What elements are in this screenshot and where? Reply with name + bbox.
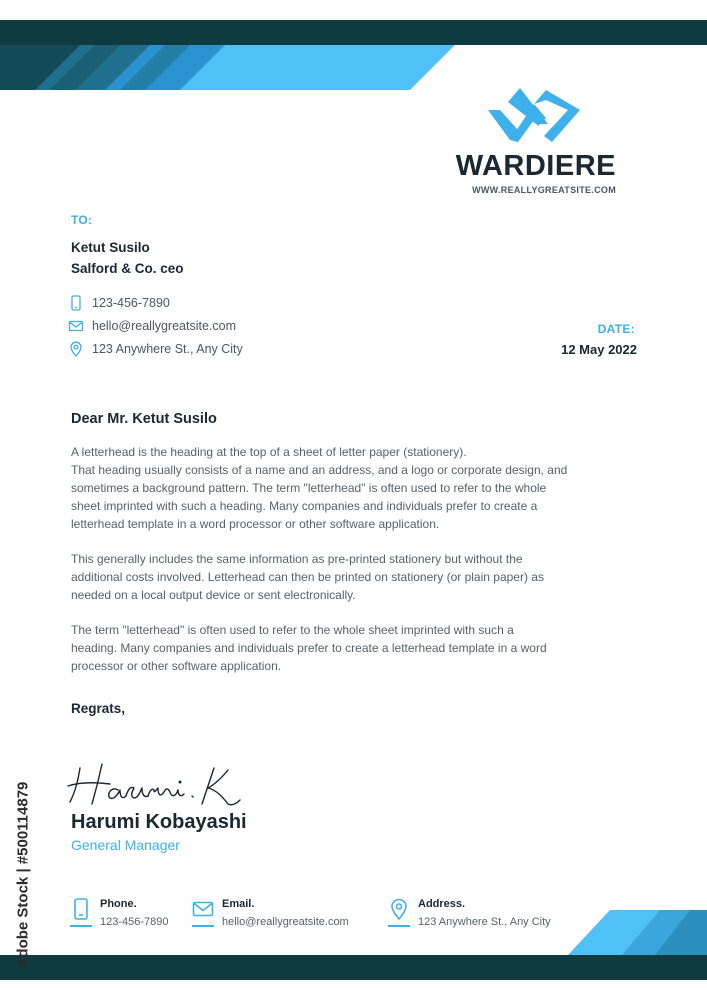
footer-email bbox=[192, 898, 349, 932]
footer-address bbox=[388, 898, 551, 932]
recipient-email-row bbox=[68, 318, 236, 334]
body-paragraph-2 bbox=[71, 550, 651, 604]
date-label: DATE: bbox=[597, 322, 635, 336]
footer-phone bbox=[70, 898, 169, 932]
recipient-phone-row bbox=[68, 295, 170, 311]
recipient-phone: 123-456-7890 bbox=[92, 296, 170, 310]
wardiere-logo-icon bbox=[488, 88, 580, 142]
company-website[interactable]: WWW.REALLYGREATSITE.COM bbox=[472, 185, 616, 195]
stock-watermark-id bbox=[8, 760, 38, 990]
location-pin-icon bbox=[388, 898, 410, 920]
paragraph-line: heading. Many companies and individuals prefer to create a letterhead template in a word bbox=[71, 641, 547, 655]
company-name: WARDIERE bbox=[455, 150, 616, 182]
recipient-company: Salford & Co. ceo bbox=[71, 261, 184, 276]
salutation: Dear Mr. Ketut Susilo bbox=[71, 411, 217, 427]
paragraph-line: sometimes a background pattern. The term "letterhead" is often used to refer to the whole bbox=[71, 481, 547, 495]
paragraph-line: processor or other software application. bbox=[71, 659, 282, 673]
recipient-email[interactable]: hello@reallygreatsite.com bbox=[92, 319, 237, 333]
signer-name: Harumi Kobayashi bbox=[71, 811, 247, 833]
footer-phone-icon-wrap bbox=[70, 898, 92, 932]
email-icon bbox=[192, 898, 214, 920]
closing: Regrats, bbox=[71, 701, 126, 716]
footer-email-value[interactable]: hello@reallygreatsite.com bbox=[222, 916, 349, 928]
icon-underline bbox=[70, 925, 92, 927]
icon-underline bbox=[192, 925, 214, 927]
paragraph-line: This generally includes the same information as pre-printed stationery but without the bbox=[71, 552, 523, 566]
footer-address-icon-wrap bbox=[388, 898, 410, 932]
date-value: 12 May 2022 bbox=[561, 342, 637, 357]
icon-underline bbox=[388, 925, 410, 927]
paragraph-line: needed on a local output device or sent electronically. bbox=[71, 588, 356, 602]
recipient-address: 123 Anywhere St., Any City bbox=[92, 342, 243, 356]
recipient-name: Ketut Susilo bbox=[71, 240, 150, 255]
paragraph-line: additional costs involved. Letterhead can then be printed on stationery (or plain paper) as bbox=[71, 570, 544, 584]
paragraph-line: sheet imprinted with such a heading. Many companies and individuals prefer to create a bbox=[71, 499, 538, 513]
phone-icon bbox=[70, 898, 92, 920]
footer-email-icon-wrap bbox=[192, 898, 214, 932]
paragraph-line: letterhead template in a word processor or other software application. bbox=[71, 517, 440, 531]
handwritten-signature bbox=[66, 760, 281, 810]
footer-address-label: Address. bbox=[418, 898, 466, 910]
top-decorative-band bbox=[0, 20, 707, 90]
paragraph-line: The term "letterhead" is often used to refer to the whole sheet imprinted with such a bbox=[71, 623, 514, 637]
phone-icon bbox=[68, 295, 84, 311]
signer-title: General Manager bbox=[71, 837, 180, 853]
footer-email-label: Email. bbox=[222, 898, 255, 910]
stock-id-text: Adobe Stock | #500114879 bbox=[14, 781, 32, 969]
body-paragraph-1 bbox=[71, 443, 651, 533]
footer-phone-label: Phone. bbox=[100, 898, 137, 910]
footer-phone-value: 123-456-7890 bbox=[100, 916, 169, 928]
email-icon bbox=[68, 318, 84, 334]
paragraph-line: That heading usually consists of a name and an address, and a logo or corporate design, and bbox=[71, 463, 568, 477]
footer-address-value: 123 Anywhere St., Any City bbox=[418, 916, 551, 928]
recipient-address-row bbox=[68, 341, 243, 357]
location-pin-icon bbox=[68, 341, 84, 357]
paragraph-line: A letterhead is the heading at the top of a sheet of letter paper (stationery). bbox=[71, 445, 467, 459]
body-paragraph-3 bbox=[71, 621, 651, 675]
to-label: TO: bbox=[71, 213, 93, 227]
